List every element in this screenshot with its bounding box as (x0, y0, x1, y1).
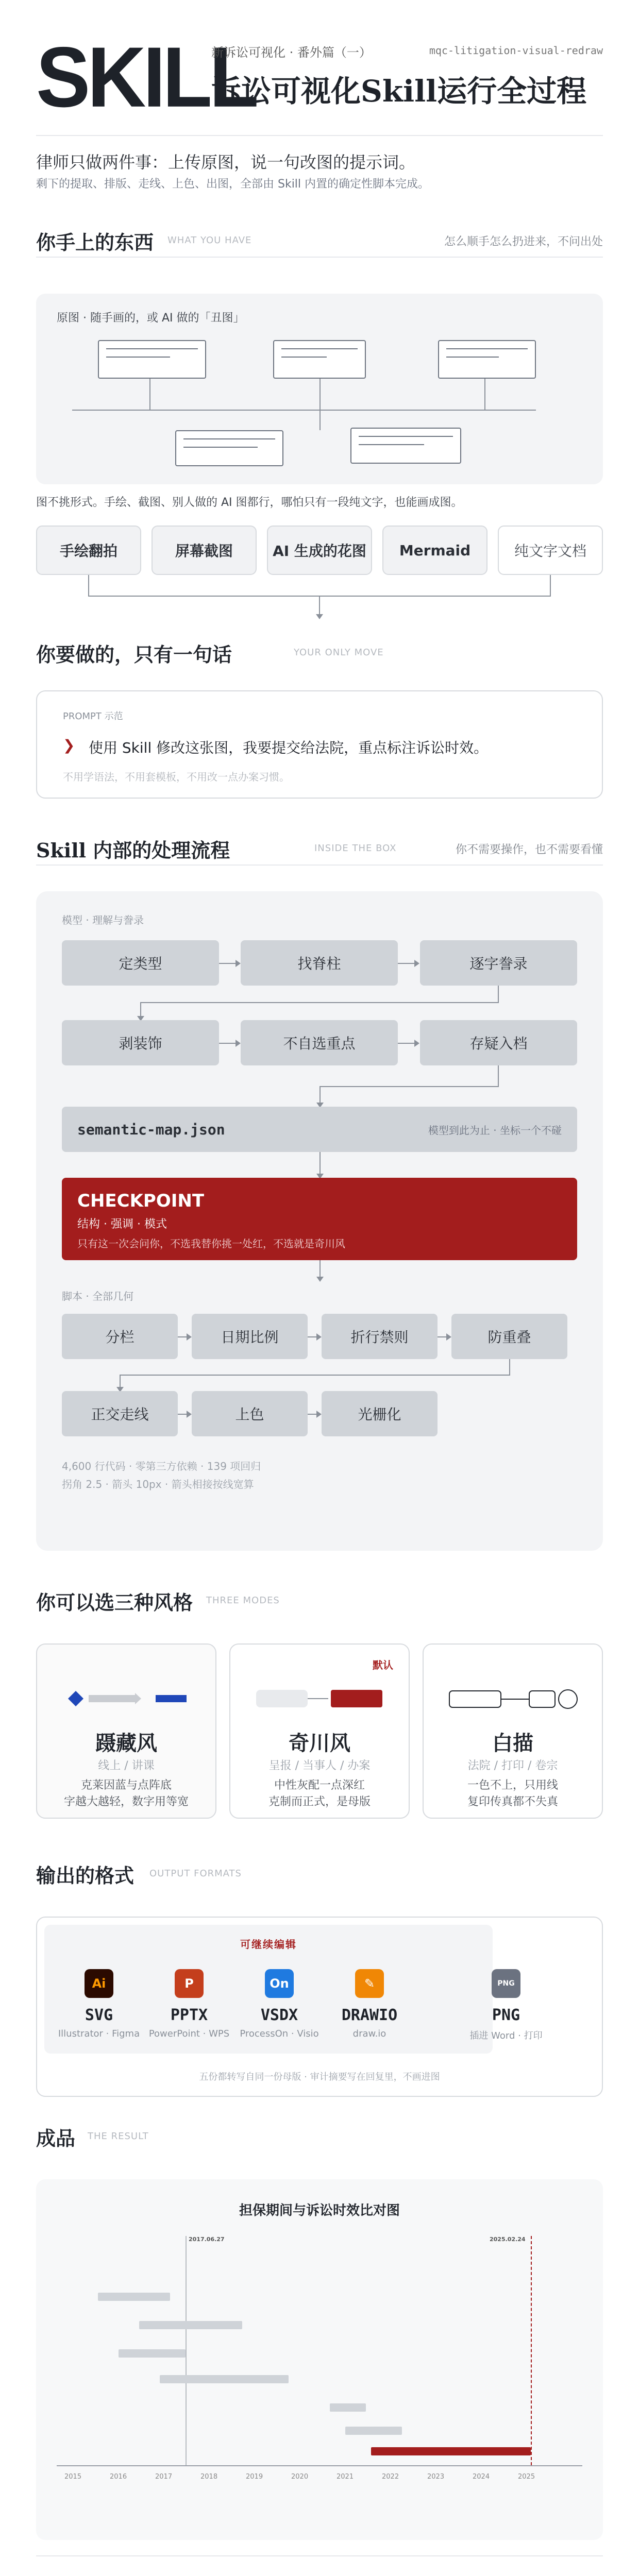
section-formats-header (36, 1860, 603, 1891)
sketch-box (98, 340, 206, 379)
arrow-right (219, 963, 240, 964)
format-name: DRAWIO (341, 2006, 398, 2024)
result-preview (36, 2179, 603, 2540)
flow-script-label: 脚本 · 全部几何 (62, 1290, 134, 1302)
header (36, 29, 603, 129)
section-modes-header (36, 1587, 603, 1618)
mode-tag: 法院 / 打印 / 卷宗 (467, 1759, 558, 1772)
motto (448, 2571, 603, 2576)
section-title: 你可以选三种风格 (36, 1591, 193, 1614)
mode-tag: 呈报 / 当事人 / 办案 (268, 1759, 371, 1772)
formats-footer: 五份都转写自同一份母版 · 审计摘要写在回复里，不画进图 (199, 2072, 440, 2082)
timeline-bar (98, 2293, 170, 2301)
lead-main: 律师只做两件事：上传原图，说一句改图的提示词。 (36, 152, 416, 172)
format-icon: Ai (85, 1969, 113, 1998)
arrow-right (308, 1414, 321, 1415)
mode-desc: 复印传真都不失真 (467, 1795, 558, 1808)
mottos (36, 2571, 603, 2576)
year-tick: 2015 (64, 2473, 82, 2481)
prompt-mark: ❯ (63, 737, 75, 754)
format-item[interactable] (460, 1969, 552, 2042)
header-subtitle: 新诉讼可视化 · 番外篇（一） (211, 45, 372, 60)
chart-axis (57, 2465, 582, 2466)
connector (550, 575, 551, 596)
arrow-right (308, 1336, 321, 1337)
mode-desc: 字越大越轻，数字用等宽 (63, 1795, 189, 1808)
sketch-box (350, 428, 461, 464)
section-note: 怎么顺手怎么扔进来，不问出处 (444, 235, 603, 248)
mode-desc: 中性灰配一点深红 (274, 1779, 365, 1792)
mode-desc: 一色不上，只用线 (467, 1779, 558, 1792)
have-note: 图不挑形式。手绘、截图、别人做的 AI 图都行，哪怕只有一段纯文字，也能画成图。 (36, 496, 463, 509)
flow-stats: 拐角 2.5 · 箭头 10px · 箭头相接按线宽算 (62, 1478, 254, 1490)
section-note: 你不需要操作，也不需要看懂 (455, 843, 603, 856)
section-en: THE RESULT (88, 2131, 149, 2142)
connector (498, 986, 499, 1002)
arrow-right (398, 1043, 418, 1044)
sketch-box (438, 340, 536, 379)
mode-preview (58, 1686, 197, 1711)
timeline-bar-highlight (371, 2447, 531, 2455)
year-tick: 2016 (110, 2473, 127, 2481)
format-icon: ✎ (355, 1969, 384, 1998)
mode-name: 奇川风 (289, 1731, 350, 1755)
section-title: 成品 (36, 2127, 76, 2150)
format-sub: 插进 Word · 打印 (469, 2030, 543, 2041)
input-chip: AI 生成的花图 (267, 526, 372, 575)
divider (36, 2555, 603, 2556)
format-item[interactable] (233, 1969, 326, 2039)
json-note: 模型到此为止 · 坐标一个不碰 (428, 1124, 562, 1137)
section-en: WHAT YOU HAVE (167, 235, 252, 246)
json-node (62, 1107, 577, 1152)
format-icon: PNG (492, 1969, 520, 1998)
arrow-right (438, 1336, 450, 1337)
mode-preview (251, 1686, 390, 1711)
connector (498, 1065, 499, 1086)
arrow-right (219, 1043, 240, 1044)
format-name: PPTX (170, 2006, 208, 2024)
marker-label: 2025.02.24 (490, 2236, 526, 2243)
timeline-marker (531, 2236, 532, 2465)
mode-desc: 克制而正式，是母版 (268, 1795, 371, 1808)
divider (36, 257, 603, 258)
year-tick: 2021 (337, 2473, 354, 2481)
prompt-card (36, 690, 603, 799)
section-en: INSIDE THE BOX (314, 843, 397, 854)
arrow-down (320, 1086, 321, 1107)
format-sub: ProcessOn · Visio (240, 2028, 319, 2039)
arrow-down (320, 1152, 321, 1178)
mode-card[interactable] (229, 1643, 410, 1819)
year-tick: 2019 (246, 2473, 263, 2481)
format-item[interactable] (323, 1969, 416, 2039)
checkpoint-sub: 结构 · 强调 · 模式 (77, 1218, 167, 1231)
flow-node: 不自选重点 (241, 1020, 398, 1065)
mode-card[interactable] (36, 1643, 216, 1819)
flow-node: 日期比例 (192, 1314, 308, 1359)
section-title: 你手上的东西 (36, 231, 154, 254)
sketch-line (484, 379, 485, 410)
section-en: THREE MODES (206, 1595, 280, 1606)
editable-label: 可继续编辑 (240, 1938, 297, 1951)
arrow-right (178, 1336, 191, 1337)
sketch-label: 原图 · 随手画的，或 AI 做的「丑图」 (57, 312, 245, 325)
arrow-right (398, 963, 418, 964)
flow-node: 光栅化 (322, 1391, 438, 1436)
divider (36, 135, 603, 136)
flow-node: 折行禁则 (322, 1314, 438, 1359)
result-chart-title: 担保期间与诉讼时效比对图 (239, 2203, 400, 2218)
year-tick: 2023 (427, 2473, 445, 2481)
year-tick: 2024 (473, 2473, 490, 2481)
section-flow-header (36, 835, 603, 866)
timeline-bar (139, 2321, 242, 2329)
format-icon: P (175, 1969, 204, 1998)
mode-preview (444, 1686, 583, 1711)
flow-stats: 4,600 行代码 · 零第三方依赖 · 139 项回归 (62, 1460, 261, 1472)
input-chip: 手绘翻拍 (36, 526, 141, 575)
divider (36, 865, 603, 866)
mode-name: 白描 (492, 1731, 533, 1755)
arrow-right (178, 1414, 191, 1415)
format-name: VSDX (260, 2006, 298, 2024)
json-name: semantic-map.json (77, 1121, 225, 1138)
format-name: SVG (85, 2006, 113, 2024)
connector (320, 1086, 499, 1087)
input-chip: Mermaid (382, 526, 487, 575)
section-prompt-header (36, 639, 603, 670)
year-tick: 2022 (382, 2473, 399, 2481)
format-sub: PowerPoint · WPS (148, 2028, 230, 2039)
mode-name: 蹑藏风 (95, 1731, 157, 1755)
year-tick: 2017 (155, 2473, 173, 2481)
input-chip: 屏幕截图 (152, 526, 257, 575)
sketch-box (175, 430, 283, 466)
section-en: OUTPUT FORMATS (149, 1868, 242, 1879)
header-code: mqc-litigation-visual-redraw (429, 44, 603, 57)
checkpoint-title: CHECKPOINT (77, 1191, 205, 1211)
connector (120, 1375, 510, 1376)
input-chip: 纯文字文档 (498, 526, 603, 575)
flow-node: 定类型 (62, 940, 219, 986)
section-title: 输出的格式 (36, 1864, 134, 1887)
arrow-down (120, 1375, 121, 1391)
prompt-label: PROMPT 示范 (63, 711, 123, 722)
format-name: PNG (492, 2006, 520, 2024)
motto (36, 2571, 191, 2576)
sketch-line (72, 410, 536, 411)
checkpoint-desc: 只有这一次会问你，不选我替你挑一处红，不选就是奇川风 (77, 1238, 345, 1250)
arrow-down (319, 596, 320, 618)
prompt-hint: 不用学语法，不用套模板，不用改一点办案习惯。 (63, 771, 290, 783)
arrow-down (320, 1260, 321, 1281)
sketch-line (320, 379, 321, 430)
sketch-panel (36, 294, 603, 484)
section-have-header (36, 227, 603, 258)
section-result-header (36, 2123, 603, 2154)
year-tick: 2020 (291, 2473, 309, 2481)
format-icon: On (265, 1969, 294, 1998)
section-title: 你要做的，只有一句话 (36, 643, 232, 666)
flow-node: 逐字誊录 (420, 940, 577, 986)
timeline-marker (186, 2236, 187, 2465)
year-tick: 2018 (200, 2473, 218, 2481)
format-item[interactable] (143, 1969, 236, 2039)
formats-panel (36, 1917, 603, 2097)
flow-node: 防重叠 (451, 1314, 567, 1359)
section-en: YOUR ONLY MOVE (294, 647, 384, 658)
motto (242, 2571, 397, 2576)
sketch-box (273, 340, 366, 379)
flow-node: 分栏 (62, 1314, 178, 1359)
format-item[interactable] (53, 1969, 145, 2039)
flow-node: 存疑入档 (420, 1020, 577, 1065)
flow-node: 剥装饰 (62, 1020, 219, 1065)
year-tick: 2025 (518, 2473, 535, 2481)
connector (140, 1002, 499, 1003)
timeline-bar (330, 2403, 366, 2412)
timeline-bar (345, 2427, 402, 2435)
flow-panel (36, 891, 603, 1551)
flow-node: 正交走线 (62, 1391, 178, 1436)
mode-tag: 线上 / 讲课 (98, 1759, 155, 1772)
timeline-bar (160, 2375, 289, 2383)
lead-sub: 剩下的提取、排版、走线、上色、出图，全部由 Skill 内置的确定性脚本完成。 (36, 178, 430, 191)
format-sub: Illustrator · Figma (58, 2028, 140, 2039)
arrow-down (140, 1002, 141, 1020)
checkpoint-box (62, 1178, 577, 1260)
timeline-bar (119, 2349, 186, 2358)
flow-model-label: 模型 · 理解与誊录 (62, 914, 144, 926)
connector (88, 575, 89, 596)
marker-label: 2017.06.27 (189, 2236, 225, 2243)
flow-node: 上色 (192, 1391, 308, 1436)
mode-card[interactable] (423, 1643, 603, 1819)
sketch-line (149, 379, 150, 410)
prompt-text: 使用 Skill 修改这张图，我要提交给法院，重点标注诉讼时效。 (89, 739, 489, 756)
section-title: Skill 内部的处理流程 (36, 839, 230, 862)
format-sub: draw.io (352, 2028, 386, 2039)
default-badge: 默认 (373, 1659, 393, 1671)
flow-node: 找脊柱 (241, 940, 398, 986)
connector (509, 1359, 510, 1375)
mode-desc: 克莱因蓝与点阵底 (80, 1779, 172, 1792)
brand-logo: SKILL (36, 29, 256, 125)
page-title: 诉讼可视化Skill运行全过程 (211, 74, 587, 109)
